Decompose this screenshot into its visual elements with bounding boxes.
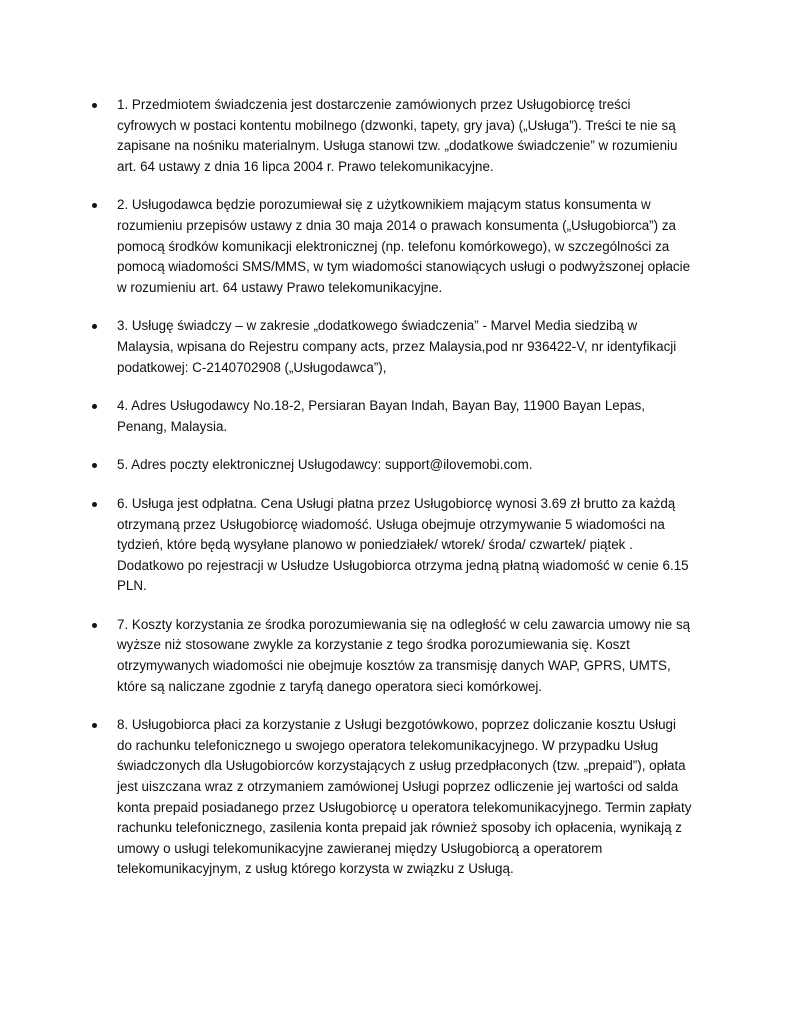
bullet-icon (92, 404, 97, 409)
bullet-icon (92, 723, 97, 728)
term-text-6: 6. Usługa jest odpłatna. Cena Usługi płatna przez Usługobiorcę wynosi 3.69 zł brutto za każdą otrzymaną przez Usługobiorcę wiadomość. Usługa obejmuje otrzymywanie 5 wiadomości na tydzień, które będą wysyłane planowo w poniedziałek/ wtorek/ środa/ czwartek/ piątek . Dodatkowo po rejestracji w Usłudze Usługobiorca otrzyma jedną płatną wiadomość w cenie 6.15 PLN. (117, 495, 689, 594)
bullet-icon (92, 203, 97, 208)
term-text-8: 8. Usługobiorca płaci za korzystanie z Usługi bezgotówkowo, poprzez doliczanie kosztu Usługi do rachunku telefonicznego u swojego operatora telekomunikacyjnego. W przypadku Usług świadczonych dla Usługobiorców korzystających z usług przedpłaconych (tzw. „prepaid”), opłata jest uiszczana wraz z otrzymaniem zamówionej Usługi poprzez odliczenie jej wartości od salda konta prepaid posiadanego przez Usługobiorcę u operatora telekomunikacyjnego. Termin zapłaty rachunku telefonicznego, zasilenia konta prepaid jak również sposoby ich opłacenia, wynikają z umowy o usługi telekomunikacyjne zawieranej między Usługobiorcą a operatorem telekomunikacyjnym, z usług którego korzysta w związku z Usługą. (117, 717, 692, 877)
term-text-2: 2. Usługodawca będzie porozumiewał się z użytkownikiem mającym status konsumenta w rozumieniu przepisów ustawy z dnia 30 maja 2014 o prawach konsumenta („Usługobiorca”) za pomocą środków komunikacji elektronicznej (np. telefonu komórkowego), w szczególności za pomocą wiadomości SMS/MMS, w tym wiadomości stanowiących usługi o podwyższonej opłacie w rozumieniu art. 64 ustawy Prawo telekomunikacyjne. (117, 197, 691, 295)
bullet-icon (92, 103, 97, 108)
term-text-3: 3. Usługę świadczy – w zakresie „dodatkowego świadczenia” - Marvel Media siedzibą w Malaysia, wpisana do Rejestru company acts, przez Malaysia,pod nr 936422-V, nr identyfikacji podatkowej: C-2140702908 („Usługodawca”), (117, 318, 677, 375)
term-item-6 (92, 494, 692, 597)
term-text-1: 1. Przedmiotem świadczenia jest dostarczenie zamówionych przez Usługobiorcę treści cyfrowych w postaci kontentu mobilnego (dzwonki, tapety, gry java) („Usługa”). Treści te nie są zapisane na nośniku materialnym. Usługa stanowi tzw. „dodatkowe świadczenie” w rozumieniu art. 64 ustawy z dnia 16 lipca 2004 r. Prawo telekomunikacyjne. (117, 97, 678, 174)
term-text-7: 7. Koszty korzystania ze środka porozumiewania się na odległość w celu zawarcia umowy nie są wyższe niż stosowane zwykle za korzystanie z tego środka porozumiewania się. Koszt otrzymywanych wiadomości nie obejmuje kosztów za transmisję danych WAP, GPRS, UMTS, które są naliczane zgodnie z taryfą danego operatora sieci komórkowej. (117, 616, 691, 694)
term-item-4 (92, 396, 692, 437)
bullet-icon (92, 324, 97, 329)
bullet-icon (92, 502, 97, 507)
term-item-7 (92, 615, 692, 697)
term-item-3 (92, 316, 692, 378)
term-item-8 (92, 715, 692, 880)
bullet-icon (92, 623, 97, 628)
term-text-4: 4. Adres Usługodawcy No.18-2, Persiaran Bayan Indah, Bayan Bay, 11900 Bayan Lepas, Penang, Malaysia. (117, 398, 646, 434)
bullet-icon (92, 463, 97, 468)
term-item-1 (92, 95, 692, 177)
term-item-2 (92, 195, 692, 298)
terms-list (92, 95, 692, 898)
term-item-5 (92, 455, 692, 476)
term-text-5: 5. Adres poczty elektronicznej Usługodawcy: support@ilovemobi.com. (117, 457, 533, 473)
